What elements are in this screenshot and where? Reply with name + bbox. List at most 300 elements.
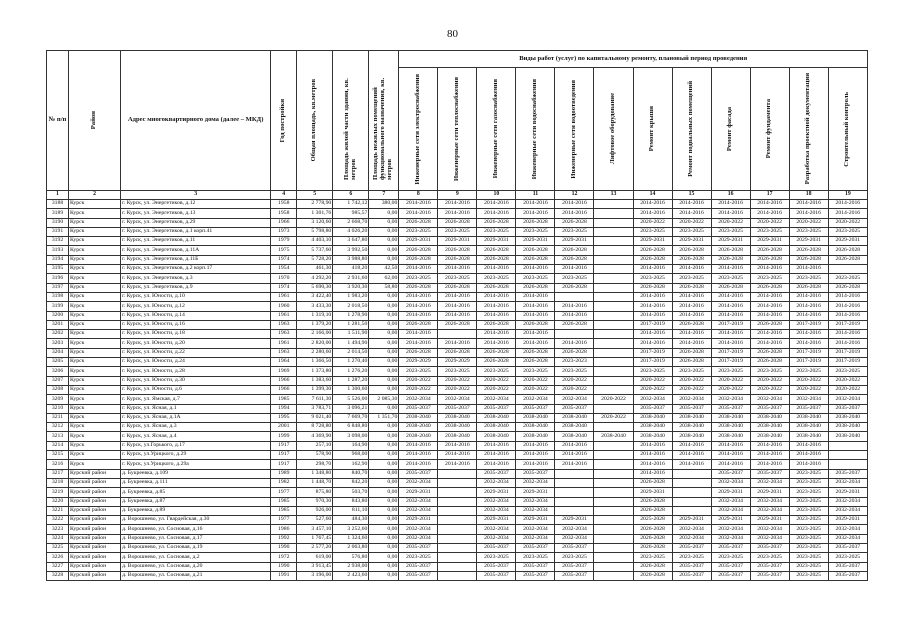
table-cell: 2035-2037 xyxy=(828,562,867,571)
table-cell: 0,00 xyxy=(369,367,399,376)
table-cell: 2026-2028 xyxy=(750,320,789,329)
table-cell: 2035-2037 xyxy=(711,562,750,571)
table-cell: 1958 xyxy=(271,209,297,218)
table-cell: 0,00 xyxy=(369,320,399,329)
table-cell: 2014-2016 xyxy=(711,339,750,348)
table-cell: 2020-2022 xyxy=(399,376,438,385)
table-cell: 2023-2025 xyxy=(711,227,750,236)
table-cell: 2032-2034 xyxy=(711,534,750,543)
table-cell: 2038-2040 xyxy=(438,413,477,422)
table-row xyxy=(47,488,868,497)
table-cell xyxy=(672,497,711,506)
table-cell: 2014-2016 xyxy=(750,311,789,320)
table-cell: Курск xyxy=(69,376,121,385)
table-cell: 2014-2016 xyxy=(516,460,555,469)
table-cell: 2014-2016 xyxy=(438,311,477,320)
table-cell: 2026-2028 xyxy=(399,255,438,264)
table-cell: г. Курск, ул. Юности, д.14 xyxy=(121,311,271,320)
table-cell: 3207 xyxy=(47,376,69,385)
table-cell: 1961 xyxy=(271,311,297,320)
table-cell xyxy=(438,506,477,515)
table-cell: 0,00 xyxy=(369,404,399,413)
table-cell: Курск xyxy=(69,311,121,320)
table-cell: 2014-2016 xyxy=(672,265,711,274)
table-cell: 2014-2016 xyxy=(438,460,477,469)
table-row xyxy=(47,358,868,367)
table-cell: 1 383,60 xyxy=(297,376,333,385)
table-cell: 2026-2028 xyxy=(711,283,750,292)
table-cell: 3228 xyxy=(47,571,69,580)
table-cell: г. Курск, ул. Энергетиков, д.11 xyxy=(121,237,271,246)
table-cell: 2020-2022 xyxy=(711,218,750,227)
table-cell: 2026-2028 xyxy=(516,283,555,292)
table-row xyxy=(47,478,868,487)
table-cell: 1 319,10 xyxy=(297,311,333,320)
table-cell: 4 026,20 xyxy=(333,227,369,236)
table-cell: Курск xyxy=(69,460,121,469)
table-cell: 2014-2016 xyxy=(516,330,555,339)
table-cell: 2035-2037 xyxy=(438,404,477,413)
table-cell: 2026-2028 xyxy=(672,283,711,292)
table-cell: 2014-2016 xyxy=(477,339,516,348)
table-cell: 2014-2016 xyxy=(399,200,438,209)
table-cell: 1 324,60 xyxy=(333,534,369,543)
table-cell: 2014-2016 xyxy=(633,292,672,301)
table-cell: 2026-2028 xyxy=(438,320,477,329)
table-cell: 2038-2040 xyxy=(633,413,672,422)
table-cell: 2014-2016 xyxy=(477,265,516,274)
table-cell: г. Курск, ул. Энергетиков, д.1 корп.41 xyxy=(121,227,271,236)
table-cell: Курск xyxy=(69,451,121,460)
table-cell: 0,00 xyxy=(369,385,399,394)
table-cell: 2032-2034 xyxy=(828,497,867,506)
table-cell: 3193 xyxy=(47,246,69,255)
table-cell: 2023-2025 xyxy=(711,553,750,562)
table-cell: 1985 xyxy=(271,395,297,404)
table-cell xyxy=(438,553,477,562)
table-cell: 162,90 xyxy=(333,460,369,469)
table-cell: 3200 xyxy=(47,311,69,320)
table-cell: 2038-2040 xyxy=(789,413,828,422)
table-row xyxy=(47,330,868,339)
table-cell: 2035-2037 xyxy=(672,543,711,552)
table-cell: 2014-2016 xyxy=(711,330,750,339)
table-cell xyxy=(594,339,633,348)
table-cell: 2014-2016 xyxy=(516,302,555,311)
table-cell: 3 196,00 xyxy=(297,571,333,580)
table-cell: 2014-2016 xyxy=(789,292,828,301)
table-cell: 2035-2037 xyxy=(477,404,516,413)
table-cell: Курский район xyxy=(69,516,121,525)
table-cell: 2023-2025 xyxy=(477,274,516,283)
column-number: 5 xyxy=(297,191,333,200)
table-cell xyxy=(594,525,633,534)
table-cell: 2014-2016 xyxy=(399,302,438,311)
table-cell: 2032-2034 xyxy=(477,534,516,543)
table-cell: 2026-2028 xyxy=(711,246,750,255)
table-cell: 2032-2034 xyxy=(477,478,516,487)
table-cell: 2029-2031 xyxy=(750,237,789,246)
table-cell: 2026-2028 xyxy=(711,255,750,264)
table-cell: 2038-2040 xyxy=(828,432,867,441)
table-cell: 3194 xyxy=(47,255,69,264)
table-cell: 2023-2025 xyxy=(789,488,828,497)
table-cell: 2032-2034 xyxy=(672,534,711,543)
table-cell: 0,00 xyxy=(369,516,399,525)
table-cell: 2014-2016 xyxy=(399,265,438,274)
table-cell: 2032-2034 xyxy=(750,506,789,515)
table-cell: 5 798,80 xyxy=(297,227,333,236)
table-cell: 2029-2031 xyxy=(555,516,594,525)
column-number: 10 xyxy=(477,191,516,200)
table-cell: 2020-2022 xyxy=(789,385,828,394)
table-cell: 2026-2028 xyxy=(633,525,672,534)
table-cell: 0,00 xyxy=(369,339,399,348)
table-cell: Курск xyxy=(69,395,121,404)
column-number: 16 xyxy=(711,191,750,200)
table-cell: 2026-2028 xyxy=(438,246,477,255)
table-cell: 2026-2028 xyxy=(633,571,672,580)
column-number-row xyxy=(47,191,868,200)
table-cell: 1979 xyxy=(271,237,297,246)
table-cell: 2029-2031 xyxy=(672,237,711,246)
table-cell: 2035-2037 xyxy=(672,571,711,580)
table-cell: 2014-2016 xyxy=(672,302,711,311)
table-cell: 2014-2016 xyxy=(399,460,438,469)
table-row xyxy=(47,543,868,552)
table-cell: 2023-2025 xyxy=(399,553,438,562)
table-cell: Курск xyxy=(69,255,121,264)
table-cell: 3 096,21 xyxy=(333,404,369,413)
table-cell: 2014-2016 xyxy=(555,451,594,460)
col-header-work-7: Ремонт крыши xyxy=(633,68,672,191)
table-cell: 2026-2028 xyxy=(750,246,789,255)
table-cell: 0,00 xyxy=(369,562,399,571)
table-cell: 2038-2040 xyxy=(750,432,789,441)
table-cell: 8 728,80 xyxy=(297,423,333,432)
table-cell: 1966 xyxy=(271,385,297,394)
table-cell xyxy=(438,534,477,543)
table-cell: 2032-2034 xyxy=(399,395,438,404)
table-cell: 0,00 xyxy=(369,237,399,246)
table-cell: 3222 xyxy=(47,516,69,525)
table-cell: 2017-2019 xyxy=(828,358,867,367)
table-cell: 2014-2016 xyxy=(633,311,672,320)
table-cell: 2038-2040 xyxy=(711,432,750,441)
column-number: 9 xyxy=(438,191,477,200)
table-cell: 2026-2028 xyxy=(516,255,555,264)
table-cell: 2014-2016 xyxy=(438,339,477,348)
table-cell: 2023-2025 xyxy=(438,274,477,283)
table-cell: 2014-2016 xyxy=(438,292,477,301)
table-cell: 2020-2022 xyxy=(672,218,711,227)
table-cell: 2014-2016 xyxy=(750,339,789,348)
table-cell: 2026-2028 xyxy=(672,320,711,329)
table-cell: 1989 xyxy=(271,469,297,478)
table-cell xyxy=(594,227,633,236)
table-cell: Курск xyxy=(69,209,121,218)
table-cell: 2014-2016 xyxy=(750,460,789,469)
table-cell: 2029-2029 xyxy=(438,358,477,367)
table-cell: 2038-2040 xyxy=(750,413,789,422)
table-cell: 2026-2028 xyxy=(789,255,828,264)
table-cell: 2032-2034 xyxy=(477,395,516,404)
table-cell: 2020-2022 xyxy=(555,385,594,394)
table-cell: 2026-2028 xyxy=(477,320,516,329)
table-cell: 2020-2022 xyxy=(438,376,477,385)
table-cell: 3218 xyxy=(47,478,69,487)
table-cell: 2014-2016 xyxy=(750,302,789,311)
table-cell: 3209 xyxy=(47,395,69,404)
table-cell: д. Ворошнево, ул. Сосновая, д.19 xyxy=(121,543,271,552)
table-row xyxy=(47,534,868,543)
table-cell: 2 778,90 xyxy=(297,200,333,209)
table-cell xyxy=(594,200,633,209)
table-cell: 2032-2034 xyxy=(399,506,438,515)
table-cell: г. Курск, ул. Энергетиков, д.11Б xyxy=(121,255,271,264)
table-cell: 7 611,30 xyxy=(297,395,333,404)
table-row xyxy=(47,367,868,376)
table-cell: 2029-2031 xyxy=(399,237,438,246)
table-cell: 1917 xyxy=(271,441,297,450)
table-cell: г. Курск, ул. Юности, д.28 xyxy=(121,367,271,376)
column-number: 18 xyxy=(789,191,828,200)
table-cell: Курский район xyxy=(69,497,121,506)
table-cell: 2035-2037 xyxy=(828,404,867,413)
table-cell: 2014-2016 xyxy=(828,200,867,209)
table-cell: г. Курск, ул. Юности, д.12 xyxy=(121,302,271,311)
table-cell: 1 511,90 xyxy=(333,330,369,339)
table-cell: 2014-2016 xyxy=(672,209,711,218)
table-row xyxy=(47,395,868,404)
table-row xyxy=(47,302,868,311)
table-cell xyxy=(594,571,633,580)
table-cell: 2014-2016 xyxy=(789,330,828,339)
table-cell xyxy=(438,543,477,552)
table-cell: г. Курск, ул. Энергетиков, д.11А xyxy=(121,246,271,255)
table-cell: 2014-2016 xyxy=(477,311,516,320)
table-cell: 2023-2025 xyxy=(789,506,828,515)
table-cell: 4 369,90 xyxy=(297,432,333,441)
table-cell: 3223 xyxy=(47,525,69,534)
table-cell: 2029-2031 xyxy=(399,516,438,525)
table-cell: Курский район xyxy=(69,553,121,562)
table-cell: 2032-2034 xyxy=(828,395,867,404)
table-cell: 2014-2016 xyxy=(477,460,516,469)
table-cell: 2014-2016 xyxy=(555,209,594,218)
table-cell: 2029-2031 xyxy=(633,237,672,246)
table-row xyxy=(47,451,868,460)
table-cell: 1 287,20 xyxy=(333,376,369,385)
table-row xyxy=(47,423,868,432)
table-cell: 2014-2016 xyxy=(633,200,672,209)
table-cell: Курский район xyxy=(69,571,121,580)
table-cell: г. Курск, ул. Энергетиков, д.3 xyxy=(121,274,271,283)
table-cell: 1977 xyxy=(271,488,297,497)
table-cell: 2026-2028 xyxy=(633,255,672,264)
table-cell: 3202 xyxy=(47,330,69,339)
table-cell: 503,70 xyxy=(333,488,369,497)
table-cell: 2026-2028 xyxy=(750,348,789,357)
table-cell: 2029-2029 xyxy=(399,358,438,367)
table-cell: 2032-2034 xyxy=(477,506,516,515)
table-cell: д. Ворошнево, ул. Сосновая, д.21 xyxy=(121,571,271,580)
table-cell: 2032-2034 xyxy=(750,478,789,487)
table-cell: 2023-2025 xyxy=(789,367,828,376)
table-cell: 1982 xyxy=(271,478,297,487)
table-row xyxy=(47,246,868,255)
table-cell: 2023-2025 xyxy=(828,553,867,562)
table-cell: 2023-2025 xyxy=(672,367,711,376)
table-cell: 2014-2016 xyxy=(828,330,867,339)
table-cell: г. Курск, ул. Ясная, д.3 xyxy=(121,423,271,432)
table-cell: 1973 xyxy=(271,227,297,236)
table-cell: 2035-2037 xyxy=(399,404,438,413)
table-cell: г. Курск, ул. Юности, д.24 xyxy=(121,358,271,367)
table-cell: 2014-2016 xyxy=(672,311,711,320)
table-cell: 843,80 xyxy=(333,497,369,506)
column-number: 1 xyxy=(47,191,69,200)
table-cell xyxy=(555,330,594,339)
table-cell: 2014-2016 xyxy=(438,209,477,218)
table-cell: 2038-2040 xyxy=(516,413,555,422)
table-cell: 2038-2040 xyxy=(516,432,555,441)
table-cell xyxy=(594,274,633,283)
table-cell: 1 276,20 xyxy=(333,367,369,376)
table-cell: 1960 xyxy=(271,302,297,311)
table-cell: 2014-2016 xyxy=(438,451,477,460)
table-cell: 0,00 xyxy=(369,227,399,236)
table-cell: г. Курск, ул. Энергетиков, д.13 xyxy=(121,209,271,218)
table-cell: 2014-2016 xyxy=(750,441,789,450)
table-cell: 2029-2031 xyxy=(750,488,789,497)
table-cell: Курск xyxy=(69,423,121,432)
table-cell: 2026-2028 xyxy=(516,358,555,367)
table-cell: 2026-2028 xyxy=(750,358,789,367)
table-cell: г. Курск, ул.Горького, д.17 xyxy=(121,441,271,450)
table-row xyxy=(47,200,868,209)
table-cell: 2023-2025 xyxy=(438,227,477,236)
table-cell: г. Курск, ул. Ясная, д.4 xyxy=(121,432,271,441)
table-cell: 2017-2019 xyxy=(789,320,828,329)
table-cell: 2001 xyxy=(271,423,297,432)
table-cell xyxy=(594,292,633,301)
table-cell: 1 301,76 xyxy=(297,209,333,218)
table-cell: 2014-2016 xyxy=(399,441,438,450)
table-row xyxy=(47,553,868,562)
table-cell: Курский район xyxy=(69,534,121,543)
table-cell: 2014-2016 xyxy=(789,265,828,274)
table-cell: 3224 xyxy=(47,534,69,543)
table-cell: 2026-2028 xyxy=(438,255,477,264)
table-cell: 2026-2028 xyxy=(555,218,594,227)
table-cell: 2020-2022 xyxy=(477,385,516,394)
table-cell: 2 280,60 xyxy=(297,348,333,357)
table-cell xyxy=(438,516,477,525)
column-number: 7 xyxy=(369,191,399,200)
table-cell: 0,00 xyxy=(369,432,399,441)
table-cell: 2014-2016 xyxy=(828,339,867,348)
table-cell: 2026-2028 xyxy=(633,283,672,292)
table-cell: 2014-2016 xyxy=(633,209,672,218)
table-cell: 1 351,70 xyxy=(369,413,399,422)
table-cell: 2026-2028 xyxy=(399,218,438,227)
table-cell: 2017-2019 xyxy=(789,358,828,367)
table-cell: 2020-2022 xyxy=(594,413,633,422)
table-cell: 2014-2016 xyxy=(633,339,672,348)
table-cell: 3227 xyxy=(47,562,69,571)
table-cell: 2035-2037 xyxy=(555,404,594,413)
table-cell: 2038-2040 xyxy=(555,423,594,432)
table-cell: 1966 xyxy=(271,218,297,227)
table-cell xyxy=(672,488,711,497)
table-cell: 2032-2034 xyxy=(516,497,555,506)
table-cell: 1917 xyxy=(271,451,297,460)
table-cell: 2023-2025 xyxy=(477,227,516,236)
table-cell: 2014-2016 xyxy=(477,292,516,301)
table-cell: 3205 xyxy=(47,358,69,367)
table-cell: 2014-2016 xyxy=(438,200,477,209)
table-row xyxy=(47,320,868,329)
table-cell: 2014-2016 xyxy=(516,265,555,274)
table-cell: 2014-2016 xyxy=(555,441,594,450)
table-cell: 3192 xyxy=(47,237,69,246)
table-cell: 3197 xyxy=(47,283,69,292)
table-cell: 2 085,30 xyxy=(369,395,399,404)
table-cell: 2032-2034 xyxy=(750,525,789,534)
table-cell: 2017-2019 xyxy=(789,348,828,357)
table-cell: 2017-2019 xyxy=(633,348,672,357)
table-cell: 2035-2037 xyxy=(555,562,594,571)
table-cell: 2026-2028 xyxy=(477,283,516,292)
table-cell: 1 300,60 xyxy=(333,385,369,394)
table-cell xyxy=(438,330,477,339)
table-cell: 2035-2037 xyxy=(477,469,516,478)
table-cell: 2026-2028 xyxy=(399,246,438,255)
table-cell: 2035-2037 xyxy=(750,543,789,552)
table-cell: 2014-2016 xyxy=(516,311,555,320)
table-cell: 2035-2037 xyxy=(477,543,516,552)
table-cell: 2029-2031 xyxy=(516,516,555,525)
table-cell: 2020-2022 xyxy=(750,385,789,394)
table-cell: 2032-2034 xyxy=(516,525,555,534)
table-cell: 2020-2022 xyxy=(750,376,789,385)
table-cell: 2023-2025 xyxy=(789,274,828,283)
table-row xyxy=(47,460,868,469)
table-cell xyxy=(555,497,594,506)
table-cell xyxy=(594,246,633,255)
table-cell: 2014-2016 xyxy=(399,451,438,460)
table-row xyxy=(47,525,868,534)
table-cell: 0,00 xyxy=(369,292,399,301)
table-cell: 1986 xyxy=(271,525,297,534)
table-cell: 2038-2040 xyxy=(477,413,516,422)
table-cell: 3204 xyxy=(47,348,69,357)
table-cell: 2029-2031 xyxy=(672,516,711,525)
table-cell: 2023-2025 xyxy=(789,497,828,506)
col-header-work-11: Разработка проектной документации xyxy=(789,68,828,191)
table-cell xyxy=(594,330,633,339)
table-cell: 2 166,00 xyxy=(297,330,333,339)
table-cell: 2026-2028 xyxy=(477,358,516,367)
table-cell: 1 379,20 xyxy=(297,320,333,329)
table-cell: 2026-2028 xyxy=(672,358,711,367)
table-cell: 0,00 xyxy=(369,330,399,339)
table-cell: Курский район xyxy=(69,506,121,515)
table-cell: 2026-2028 xyxy=(438,283,477,292)
table-cell: 2038-2040 xyxy=(672,423,711,432)
table-cell: 2020-2022 xyxy=(633,385,672,394)
